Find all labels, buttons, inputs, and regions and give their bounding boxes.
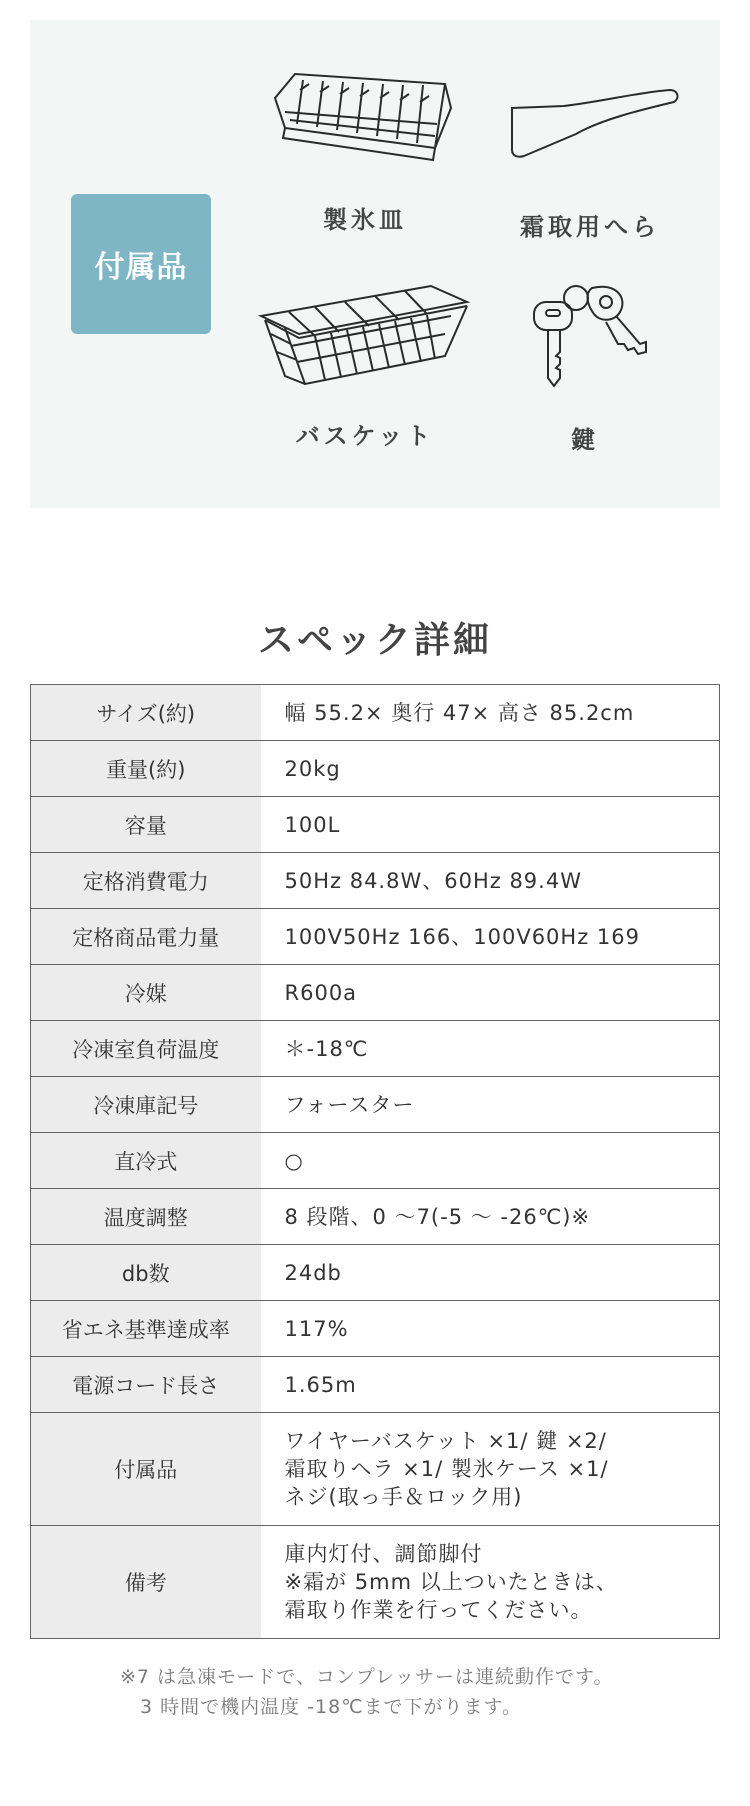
footnote: [120, 1662, 680, 1722]
table-row: [31, 1357, 720, 1413]
table-row: [31, 1133, 720, 1189]
spec-value: 1.65m: [261, 1357, 720, 1413]
table-row: [31, 909, 720, 965]
spec-value: ○: [261, 1133, 720, 1189]
ice-tray-icon: [265, 68, 465, 178]
spec-value: 20kg: [261, 741, 720, 797]
spec-value: 117%: [261, 1301, 720, 1357]
spec-key: 温度調整: [31, 1189, 261, 1245]
spec-value: 庫内灯付、調節脚付 ※霜が 5mm 以上ついたときは、 霜取り作業を行ってください。: [261, 1526, 720, 1639]
footnote-line: ※7 は急凍モードで、コンプレッサーは連続動作です。: [120, 1666, 614, 1688]
spec-value: 100V50Hz 166、100V60Hz 169: [261, 909, 720, 965]
spec-value: ワイヤーバスケット ×1/ 鍵 ×2/ 霜取りヘラ ×1/ 製氷ケース ×1/ ネジ(取っ手＆ロック用): [261, 1413, 720, 1526]
table-row: [31, 685, 720, 741]
spec-key: 冷凍室負荷温度: [31, 1021, 261, 1077]
accessories-badge: 付属品: [71, 194, 211, 334]
spec-key: 備考: [31, 1526, 261, 1639]
spec-title: スペック詳細: [257, 620, 492, 661]
accessory-basket: [255, 276, 475, 451]
accessories-panel: [30, 20, 720, 508]
spec-key: サイズ(約): [31, 685, 261, 741]
keys-icon: [520, 282, 650, 392]
spec-value: R600a: [261, 965, 720, 1021]
table-row: [31, 853, 720, 909]
accessory-spatula: [490, 84, 690, 242]
spec-key: 省エネ基準達成率: [31, 1301, 261, 1357]
accessory-label: 霜取用へら: [520, 213, 660, 241]
spec-value: フォースター: [261, 1077, 720, 1133]
spatula-icon: [490, 84, 690, 164]
accessory-label: 鍵: [571, 426, 599, 454]
spec-key: 定格商品電力量: [31, 909, 261, 965]
accessory-keys: [500, 282, 670, 455]
spec-key: 冷凍庫記号: [31, 1077, 261, 1133]
wire-basket-icon: [255, 276, 475, 386]
spec-value: ＊-18℃: [261, 1021, 720, 1077]
table-row: [31, 1526, 720, 1639]
table-row: [31, 1077, 720, 1133]
spec-value: 50Hz 84.8W、60Hz 89.4W: [261, 853, 720, 909]
spec-value: 24db: [261, 1245, 720, 1301]
accessory-label: バスケット: [295, 422, 435, 450]
spec-value: 100L: [261, 797, 720, 853]
footnote-line: 3 時間で機内温度 -18℃まで下がります。: [140, 1696, 523, 1718]
spec-value: 幅 55.2× 奥行 47× 高さ 85.2cm: [261, 685, 720, 741]
table-row: [31, 1413, 720, 1526]
spec-key: 冷媒: [31, 965, 261, 1021]
spec-key: 付属品: [31, 1413, 261, 1526]
spec-key: 容量: [31, 797, 261, 853]
table-row: [31, 1245, 720, 1301]
spec-key: 直冷式: [31, 1133, 261, 1189]
accessory-ice-tray: [265, 68, 465, 235]
table-row: [31, 797, 720, 853]
table-row: [31, 741, 720, 797]
table-row: [31, 965, 720, 1021]
accessory-label: 製氷皿: [323, 206, 407, 234]
spec-value: 8 段階、0 ～7(-5 ～ -26℃)※: [261, 1189, 720, 1245]
spec-key: 重量(約): [31, 741, 261, 797]
spec-key: db数: [31, 1245, 261, 1301]
table-row: [31, 1301, 720, 1357]
table-row: [31, 1021, 720, 1077]
spec-key: 定格消費電力: [31, 853, 261, 909]
table-row: [31, 1189, 720, 1245]
spec-key: 電源コード長さ: [31, 1357, 261, 1413]
spec-table: [30, 684, 720, 1639]
